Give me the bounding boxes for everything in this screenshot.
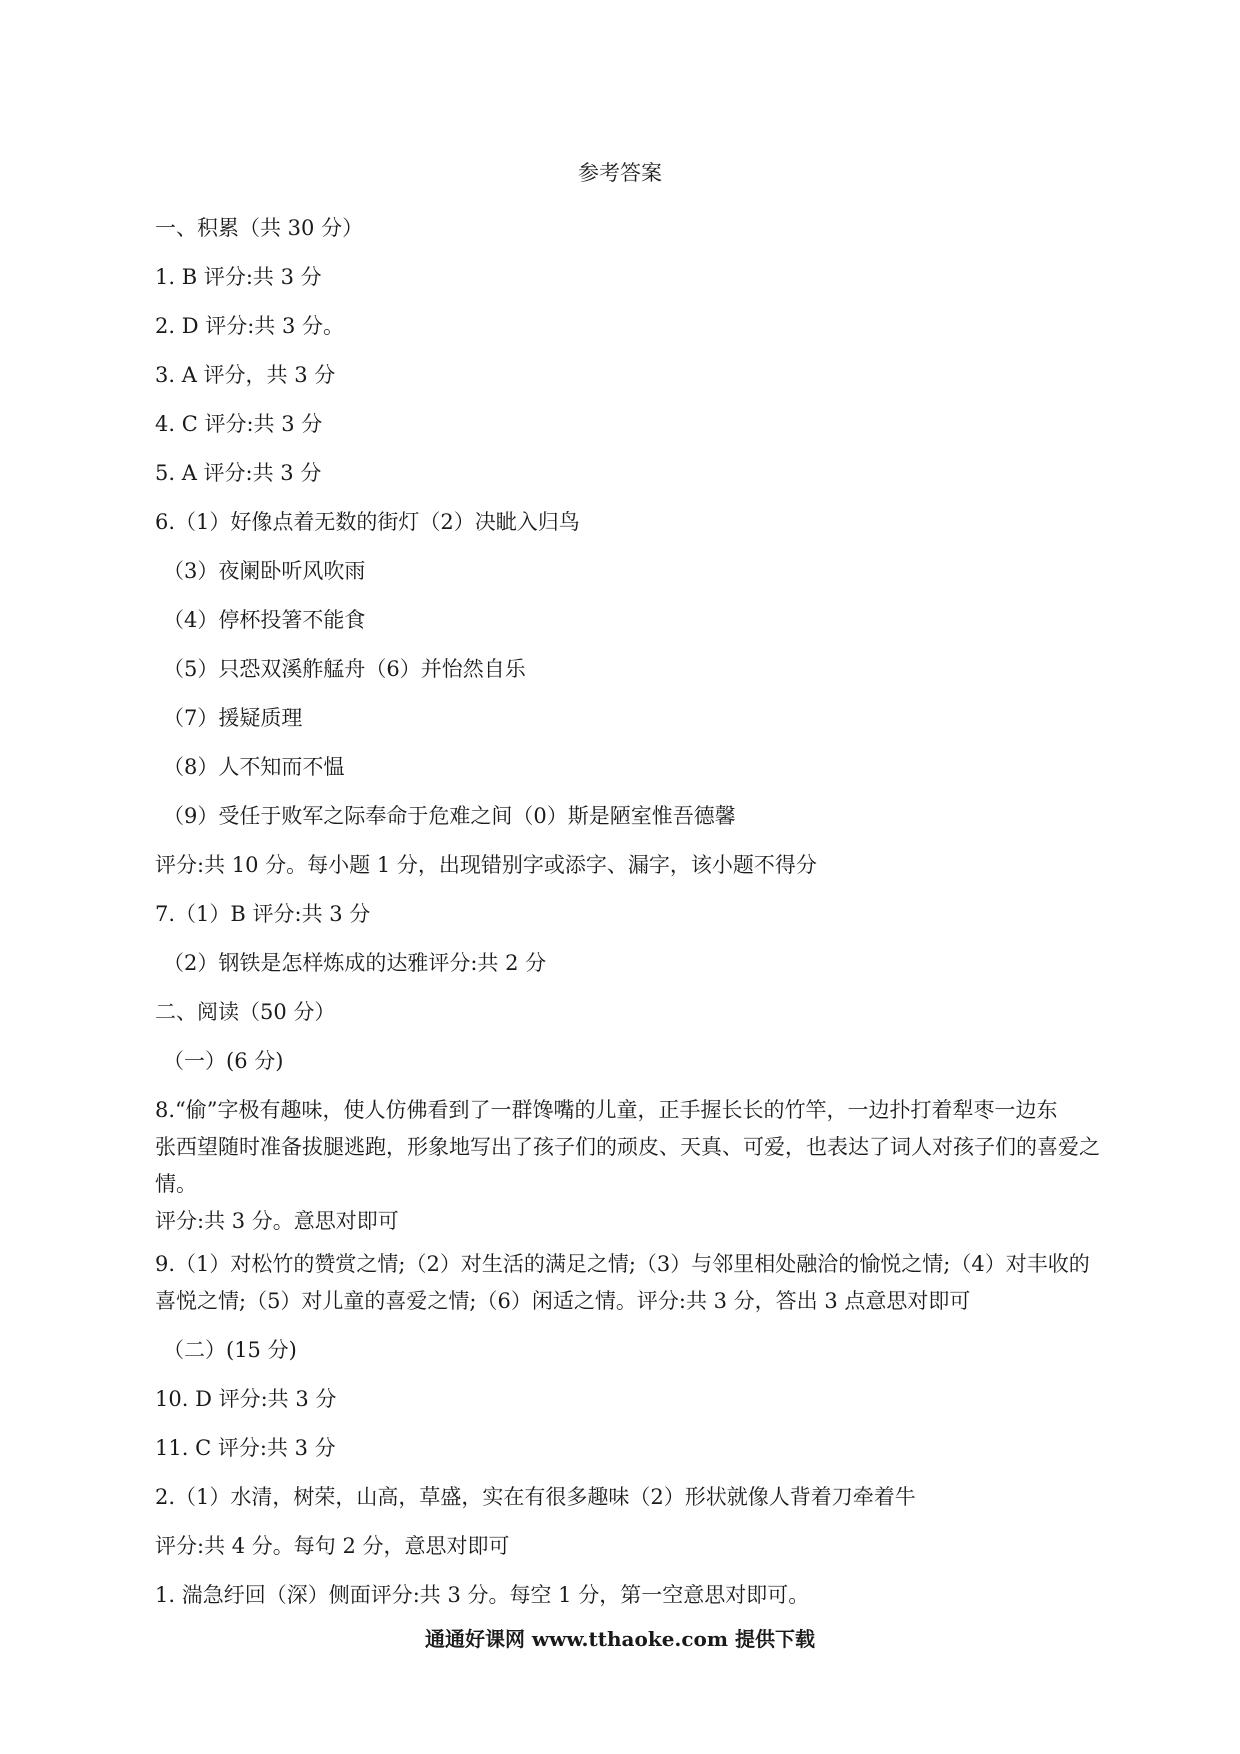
scoring-note: 评分:共 4 分。每句 2 分，意思对即可: [155, 1534, 510, 1558]
answer-line: 1. 湍急纡回（深）侧面评分:共 3 分。每空 1 分，第一空意思对即可。: [155, 1583, 810, 1607]
paragraph-line: 8.“偷”字极有趣味，使人仿佛看到了一群馋嘴的儿童，正手握长长的竹竿，一边扑打着犁枣一边东: [155, 1098, 1058, 1122]
answer-line: 1. B 评分:共 3 分: [155, 265, 322, 289]
subsection-heading: （一）(6 分): [163, 1049, 284, 1073]
answer-line: （7）援疑质理: [163, 706, 303, 730]
answer-line: 3. A 评分，共 3 分: [155, 363, 336, 387]
answer-line: 2.（1）水清，树荣，山高，草盛，实在有很多趣味（2）形状就像人背着刀牵着牛: [155, 1485, 916, 1509]
section-heading-reading: 二、阅读（50 分）: [155, 1000, 336, 1024]
paragraph-line: 评分:共 3 分。意思对即可: [155, 1209, 399, 1233]
answer-line: 7.（1）B 评分:共 3 分: [155, 902, 371, 926]
answer-line: 2. D 评分:共 3 分。: [155, 314, 345, 338]
answer-paragraph-8: [155, 1092, 1130, 1240]
footer-source: 通通好课网 www.tthaoke.com 提供下载: [424, 1627, 816, 1651]
section-heading-accumulation: 一、积累（共 30 分）: [155, 216, 364, 240]
answer-line: （9）受任于败军之际奉命于危难之间（0）斯是陋室惟吾德馨: [163, 804, 736, 828]
answer-line: 5. A 评分:共 3 分: [155, 461, 322, 485]
paragraph-line: 9.（1）对松竹的赞赏之情;（2）对生活的满足之情;（3）与邻里相处融洽的愉悦之情;（4）对丰收的: [155, 1252, 1090, 1276]
paragraph-line: 张西望随时准备拔腿逃跑，形象地写出了孩子们的顽皮、天真、可爱，也表达了词人对孩子们的喜爱之情。: [155, 1135, 1100, 1196]
answer-line: 6.（1）好像点着无数的街灯（2）决眦入归鸟: [155, 510, 580, 534]
answer-line: 10. D 评分:共 3 分: [155, 1387, 337, 1411]
scoring-note: 评分:共 10 分。每小题 1 分，出现错别字或添字、漏字，该小题不得分: [155, 853, 817, 877]
page-title: 参考答案: [578, 161, 662, 185]
answer-line: （4）停杯投箸不能食: [163, 608, 366, 632]
answer-paragraph-9: [155, 1246, 1130, 1320]
answer-line: （2）钢铁是怎样炼成的达雅评分:共 2 分: [163, 951, 547, 975]
answer-line: （3）夜阑卧听风吹雨: [163, 559, 366, 583]
subsection-heading: （二）(15 分): [163, 1338, 297, 1362]
answer-line: （8）人不知而不愠: [163, 755, 345, 779]
answer-content: [155, 204, 1130, 1620]
answer-line: （5）只恐双溪舴艋舟（6）并怡然自乐: [163, 657, 526, 681]
answer-line: 11. C 评分:共 3 分: [155, 1436, 336, 1460]
answer-line: 4. C 评分:共 3 分: [155, 412, 323, 436]
paragraph-line: 喜悦之情;（5）对儿童的喜爱之情;（6）闲适之情。评分:共 3 分，答出 3 点意思对即可: [155, 1289, 971, 1313]
